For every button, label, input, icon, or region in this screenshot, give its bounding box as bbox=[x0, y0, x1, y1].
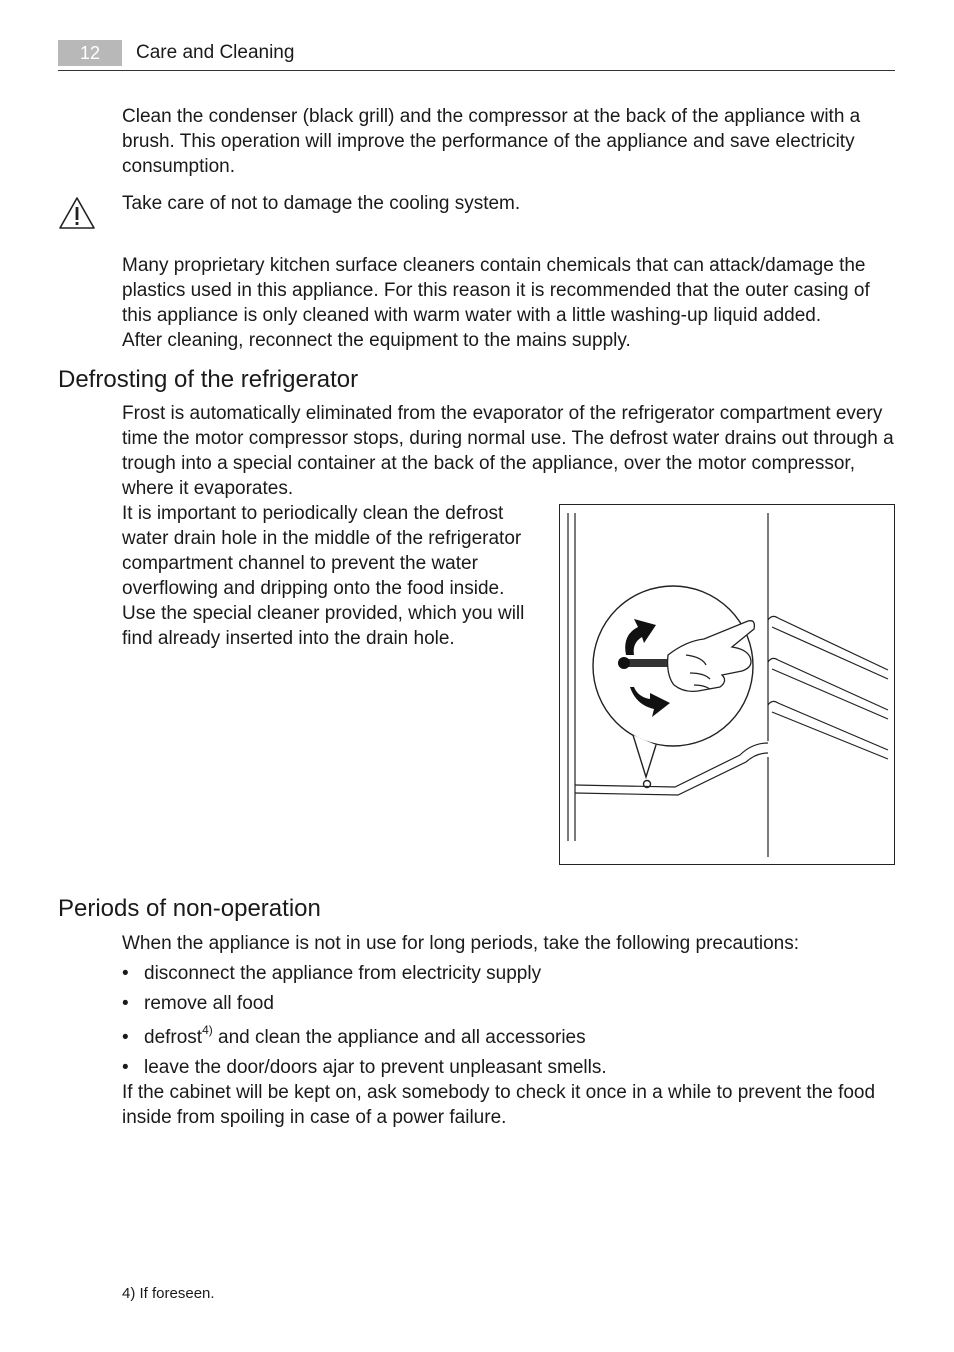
bullet-icon: • bbox=[122, 993, 129, 1014]
list-item-text: disconnect the appliance from electricity supply bbox=[144, 963, 542, 984]
defrost-intro-paragraph: Frost is automatically eliminated from the evaporator of the refrigerator compartment every time the motor compressor stops, during normal use. The defrost water drains out through a trough into a special container at the back of the appliance, over the motor compressor, where it evaporates. bbox=[122, 403, 894, 499]
warning-triangle-icon bbox=[58, 196, 96, 230]
list-item bbox=[122, 1055, 607, 1080]
non-operation-heading: Periods of non-operation bbox=[58, 895, 321, 922]
list-item-text: defrost bbox=[144, 1027, 203, 1048]
page-number: 12 bbox=[58, 40, 122, 66]
closing-paragraph: If the cabinet will be kept on, ask somebody to check it once in a while to prevent the food inside from spoiling in case of a power failure. bbox=[122, 1082, 876, 1128]
footnote: 4) If foreseen. bbox=[122, 1285, 215, 1302]
list-item-text: remove all food bbox=[144, 993, 274, 1014]
drain-hole-paragraph: It is important to periodically clean the defrost water drain hole in the middle of the refrigerator compartment channel to prevent the water overflowing and dripping onto the food inside. Use the special cleaner provided, which you will find already inserted into the drain hole. bbox=[122, 503, 525, 649]
list-item-text: and clean the appliance and all accessories bbox=[212, 1027, 586, 1048]
bullet-icon: • bbox=[122, 1057, 129, 1078]
list-item bbox=[122, 1022, 586, 1050]
list-item-text: leave the door/doors ajar to prevent unpleasant smells. bbox=[144, 1057, 607, 1078]
list-item bbox=[122, 991, 274, 1016]
header-divider bbox=[58, 70, 895, 71]
bullet-icon: • bbox=[122, 963, 129, 984]
section-title: Care and Cleaning bbox=[136, 42, 295, 63]
bullet-icon: • bbox=[122, 1027, 129, 1048]
list-item bbox=[122, 961, 541, 986]
footnote-marker: 4) bbox=[202, 1022, 213, 1037]
condenser-paragraph: Clean the condenser (black grill) and the compressor at the back of the appliance with a brush. This operation will improve the performance of the appliance and save electricity consumption. bbox=[122, 106, 861, 177]
cleaners-paragraph: Many proprietary kitchen surface cleaners contain chemicals that can attack/damage the plastics used in this appliance. For this reason it is recommended that the outer casing of this appliance is only cleaned with warm water with a little washing-up liquid added. bbox=[122, 255, 870, 326]
reconnect-paragraph: After cleaning, reconnect the equipment to the mains supply. bbox=[122, 330, 631, 351]
drain-hole-cleaning-illustration bbox=[559, 504, 895, 865]
non-operation-intro: When the appliance is not in use for long periods, take the following precautions: bbox=[122, 933, 800, 954]
defrosting-heading: Defrosting of the refrigerator bbox=[58, 366, 359, 393]
warning-paragraph: Take care of not to damage the cooling system. bbox=[122, 193, 521, 214]
